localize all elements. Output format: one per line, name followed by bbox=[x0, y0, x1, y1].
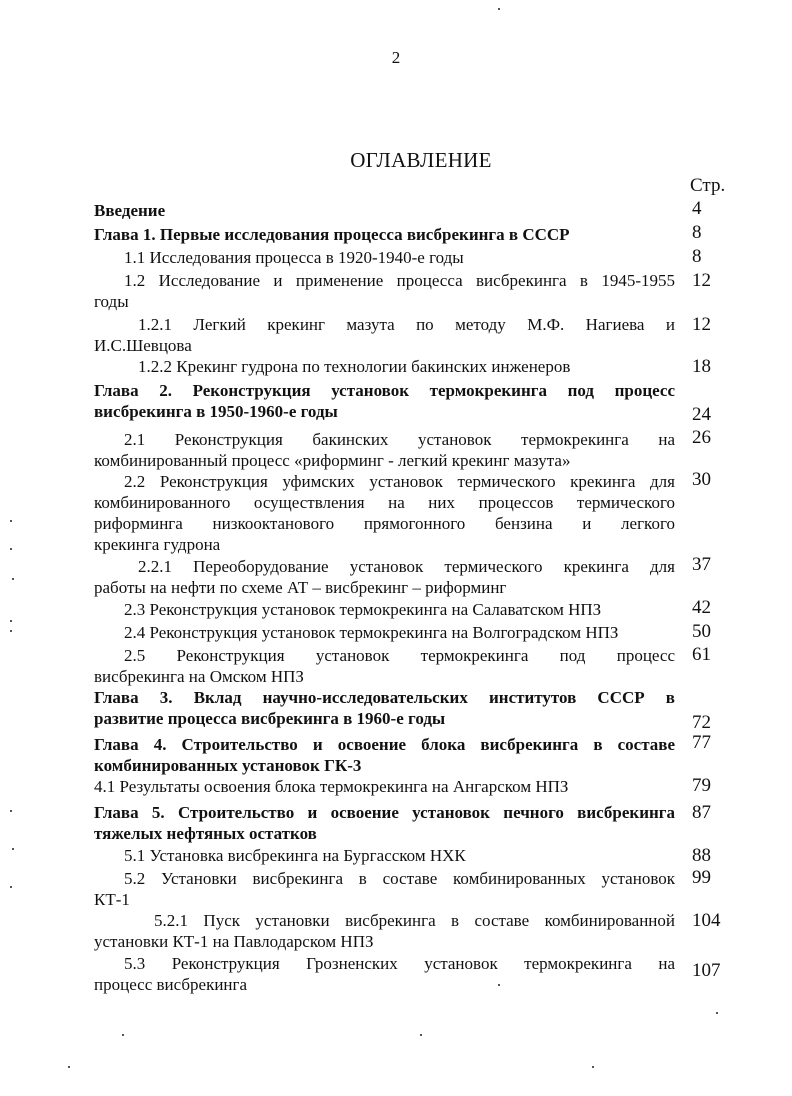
scan-speck bbox=[68, 1066, 70, 1068]
toc-page-5-1: 88 bbox=[692, 845, 711, 866]
toc-page-2-2: 30 bbox=[692, 469, 711, 490]
toc-entry-line: висбрекинга на Омском НПЗ bbox=[94, 667, 304, 686]
scan-speck bbox=[122, 1034, 124, 1036]
toc-page-2-1: 26 bbox=[692, 427, 711, 448]
toc-entry-2-5 bbox=[94, 645, 675, 687]
toc-entry-line: Глава 2. Реконструкция установок термокрекинга под процесс bbox=[94, 381, 675, 400]
toc-page-intro: 4 bbox=[692, 198, 702, 219]
toc-page-2-4: 50 bbox=[692, 621, 711, 642]
scan-speck bbox=[10, 630, 12, 632]
toc-page-1-2-1: 12 bbox=[692, 314, 711, 335]
toc-page-2-5: 61 bbox=[692, 644, 711, 665]
toc-entry-1-2 bbox=[94, 270, 675, 312]
toc-entry-1-2-2: 1.2.2 Крекинг гудрона по технологии бакинских инженеров bbox=[138, 357, 571, 376]
toc-entry-line: комбинированных установок ГК-3 bbox=[94, 756, 362, 775]
toc-page-2-2-1: 37 bbox=[692, 554, 711, 575]
toc-entry-2-3: 2.3 Реконструкция установок термокрекинга на Салаватском НПЗ bbox=[124, 600, 602, 619]
toc-entry-line: 2.1 Реконструкция бакинских установок термокрекинга на bbox=[124, 430, 675, 449]
toc-page-5-2-1: 104 bbox=[692, 910, 721, 931]
toc-entry-line: крекинга гудрона bbox=[94, 535, 221, 554]
page-number: 2 bbox=[391, 48, 401, 67]
page-column-label: Стр. bbox=[690, 175, 726, 196]
scan-speck bbox=[10, 548, 12, 550]
toc-entry-line: риформинга низкооктанового прямогонного бензина и легкого bbox=[94, 514, 675, 533]
toc-page-chapter-4: 77 bbox=[692, 732, 711, 753]
scan-speck bbox=[420, 1034, 422, 1036]
toc-entry-line: 5.2.1 Пуск установки висбрекинга в составе комбинированной bbox=[154, 911, 675, 930]
toc-entry-line: Глава 3. Вклад научно-исследовательских институтов СССР в bbox=[94, 688, 675, 707]
scan-speck bbox=[10, 620, 12, 622]
toc-page-4-1: 79 bbox=[692, 775, 711, 796]
scan-speck bbox=[10, 810, 12, 812]
toc-page-chapter-1: 8 bbox=[692, 222, 702, 243]
toc-entry-5-2-1 bbox=[94, 910, 675, 952]
toc-entry-line: работы на нефти по схеме АТ – висбрекинг – риформинг bbox=[94, 578, 507, 597]
toc-entry-line: комбинированного осуществления на них процессов термического bbox=[94, 493, 675, 512]
toc-entry-intro: Введение bbox=[94, 201, 166, 220]
toc-entry-line: 1.2.1 Легкий крекинг мазута по методу М.Ф. Нагиева и bbox=[138, 315, 675, 334]
toc-entry-chapter-1: Глава 1. Первые исследования процесса висбрекинга в СССР bbox=[94, 225, 570, 244]
toc-entry-5-3 bbox=[94, 953, 675, 995]
toc-entry-line: комбинированный процесс «риформинг - легкий крекинг мазута» bbox=[94, 451, 571, 470]
toc-entry-5-1: 5.1 Установка висбрекинга на Бургасском НХК bbox=[124, 846, 466, 865]
toc-entry-chapter-2 bbox=[94, 380, 675, 422]
toc-page-chapter-2: 24 bbox=[692, 404, 711, 425]
toc-page-1-1: 8 bbox=[692, 246, 702, 267]
toc-entry-2-4: 2.4 Реконструкция установок термокрекинга на Волгоградском НПЗ bbox=[124, 623, 619, 642]
toc-entry-line: Глава 4. Строительство и освоение блока висбрекинга в составе bbox=[94, 735, 675, 754]
scan-speck bbox=[12, 848, 14, 850]
toc-page-1-2-2: 18 bbox=[692, 356, 711, 377]
toc-entry-1-2-1 bbox=[94, 314, 675, 356]
scan-speck bbox=[12, 578, 14, 580]
toc-page-5-3: 107 bbox=[692, 960, 721, 981]
toc-entry-line: КТ-1 bbox=[94, 890, 130, 909]
toc-page-2-3: 42 bbox=[692, 597, 711, 618]
toc-entry-line: 2.2 Реконструкция уфимских установок термического крекинга для bbox=[124, 472, 675, 491]
toc-page-5-2: 99 bbox=[692, 867, 711, 888]
toc-entry-line: тяжелых нефтяных остатков bbox=[94, 824, 317, 843]
toc-entry-2-1 bbox=[94, 429, 675, 471]
scan-speck bbox=[10, 520, 12, 522]
scan-speck bbox=[10, 886, 12, 888]
toc-entry-line: годы bbox=[94, 292, 129, 311]
toc-entry-2-2-1 bbox=[94, 556, 675, 598]
toc-entry-line: 5.3 Реконструкция Грозненских установок термокрекинга на bbox=[124, 954, 675, 973]
toc-entry-chapter-3 bbox=[94, 687, 675, 729]
toc-entry-line: развитие процесса висбрекинга в 1960-е годы bbox=[94, 709, 446, 728]
toc-entry-1-1: 1.1 Исследования процесса в 1920-1940-е годы bbox=[124, 248, 464, 267]
toc-entry-line: установки КТ-1 на Павлодарском НПЗ bbox=[94, 932, 374, 951]
toc-entry-line: И.С.Шевцова bbox=[94, 336, 192, 355]
scan-speck bbox=[498, 984, 500, 986]
toc-entry-line: 2.2.1 Переоборудование установок термического крекинга для bbox=[138, 557, 675, 576]
toc-entry-line: 1.2 Исследование и применение процесса висбрекинга в 1945-1955 bbox=[124, 271, 675, 290]
toc-entry-chapter-4 bbox=[94, 734, 675, 776]
toc-entry-line: 5.2 Установки висбрекинга в составе комбинированных установок bbox=[124, 869, 675, 888]
toc-entry-5-2 bbox=[94, 868, 675, 910]
toc-entry-line: 2.5 Реконструкция установок термокрекинга под процесс bbox=[124, 646, 675, 665]
toc-entry-2-2 bbox=[94, 471, 675, 555]
scan-speck bbox=[498, 8, 500, 10]
toc-entry-line: висбрекинга в 1950-1960-е годы bbox=[94, 402, 338, 421]
toc-page-1-2: 12 bbox=[692, 270, 711, 291]
page-title: ОГЛАВЛЕНИЕ bbox=[350, 148, 492, 172]
toc-entry-chapter-5 bbox=[94, 802, 675, 844]
scan-speck bbox=[592, 1066, 594, 1068]
scan-speck bbox=[716, 1012, 718, 1014]
toc-entry-4-1: 4.1 Результаты освоения блока термокрекинга на Ангарском НПЗ bbox=[94, 777, 569, 796]
toc-page-chapter-5: 87 bbox=[692, 802, 711, 823]
toc-entry-line: Глава 5. Строительство и освоение установок печного висбрекинга bbox=[94, 803, 675, 822]
toc-entry-line: процесс висбрекинга bbox=[94, 975, 248, 994]
toc-page-chapter-3: 72 bbox=[692, 712, 711, 733]
